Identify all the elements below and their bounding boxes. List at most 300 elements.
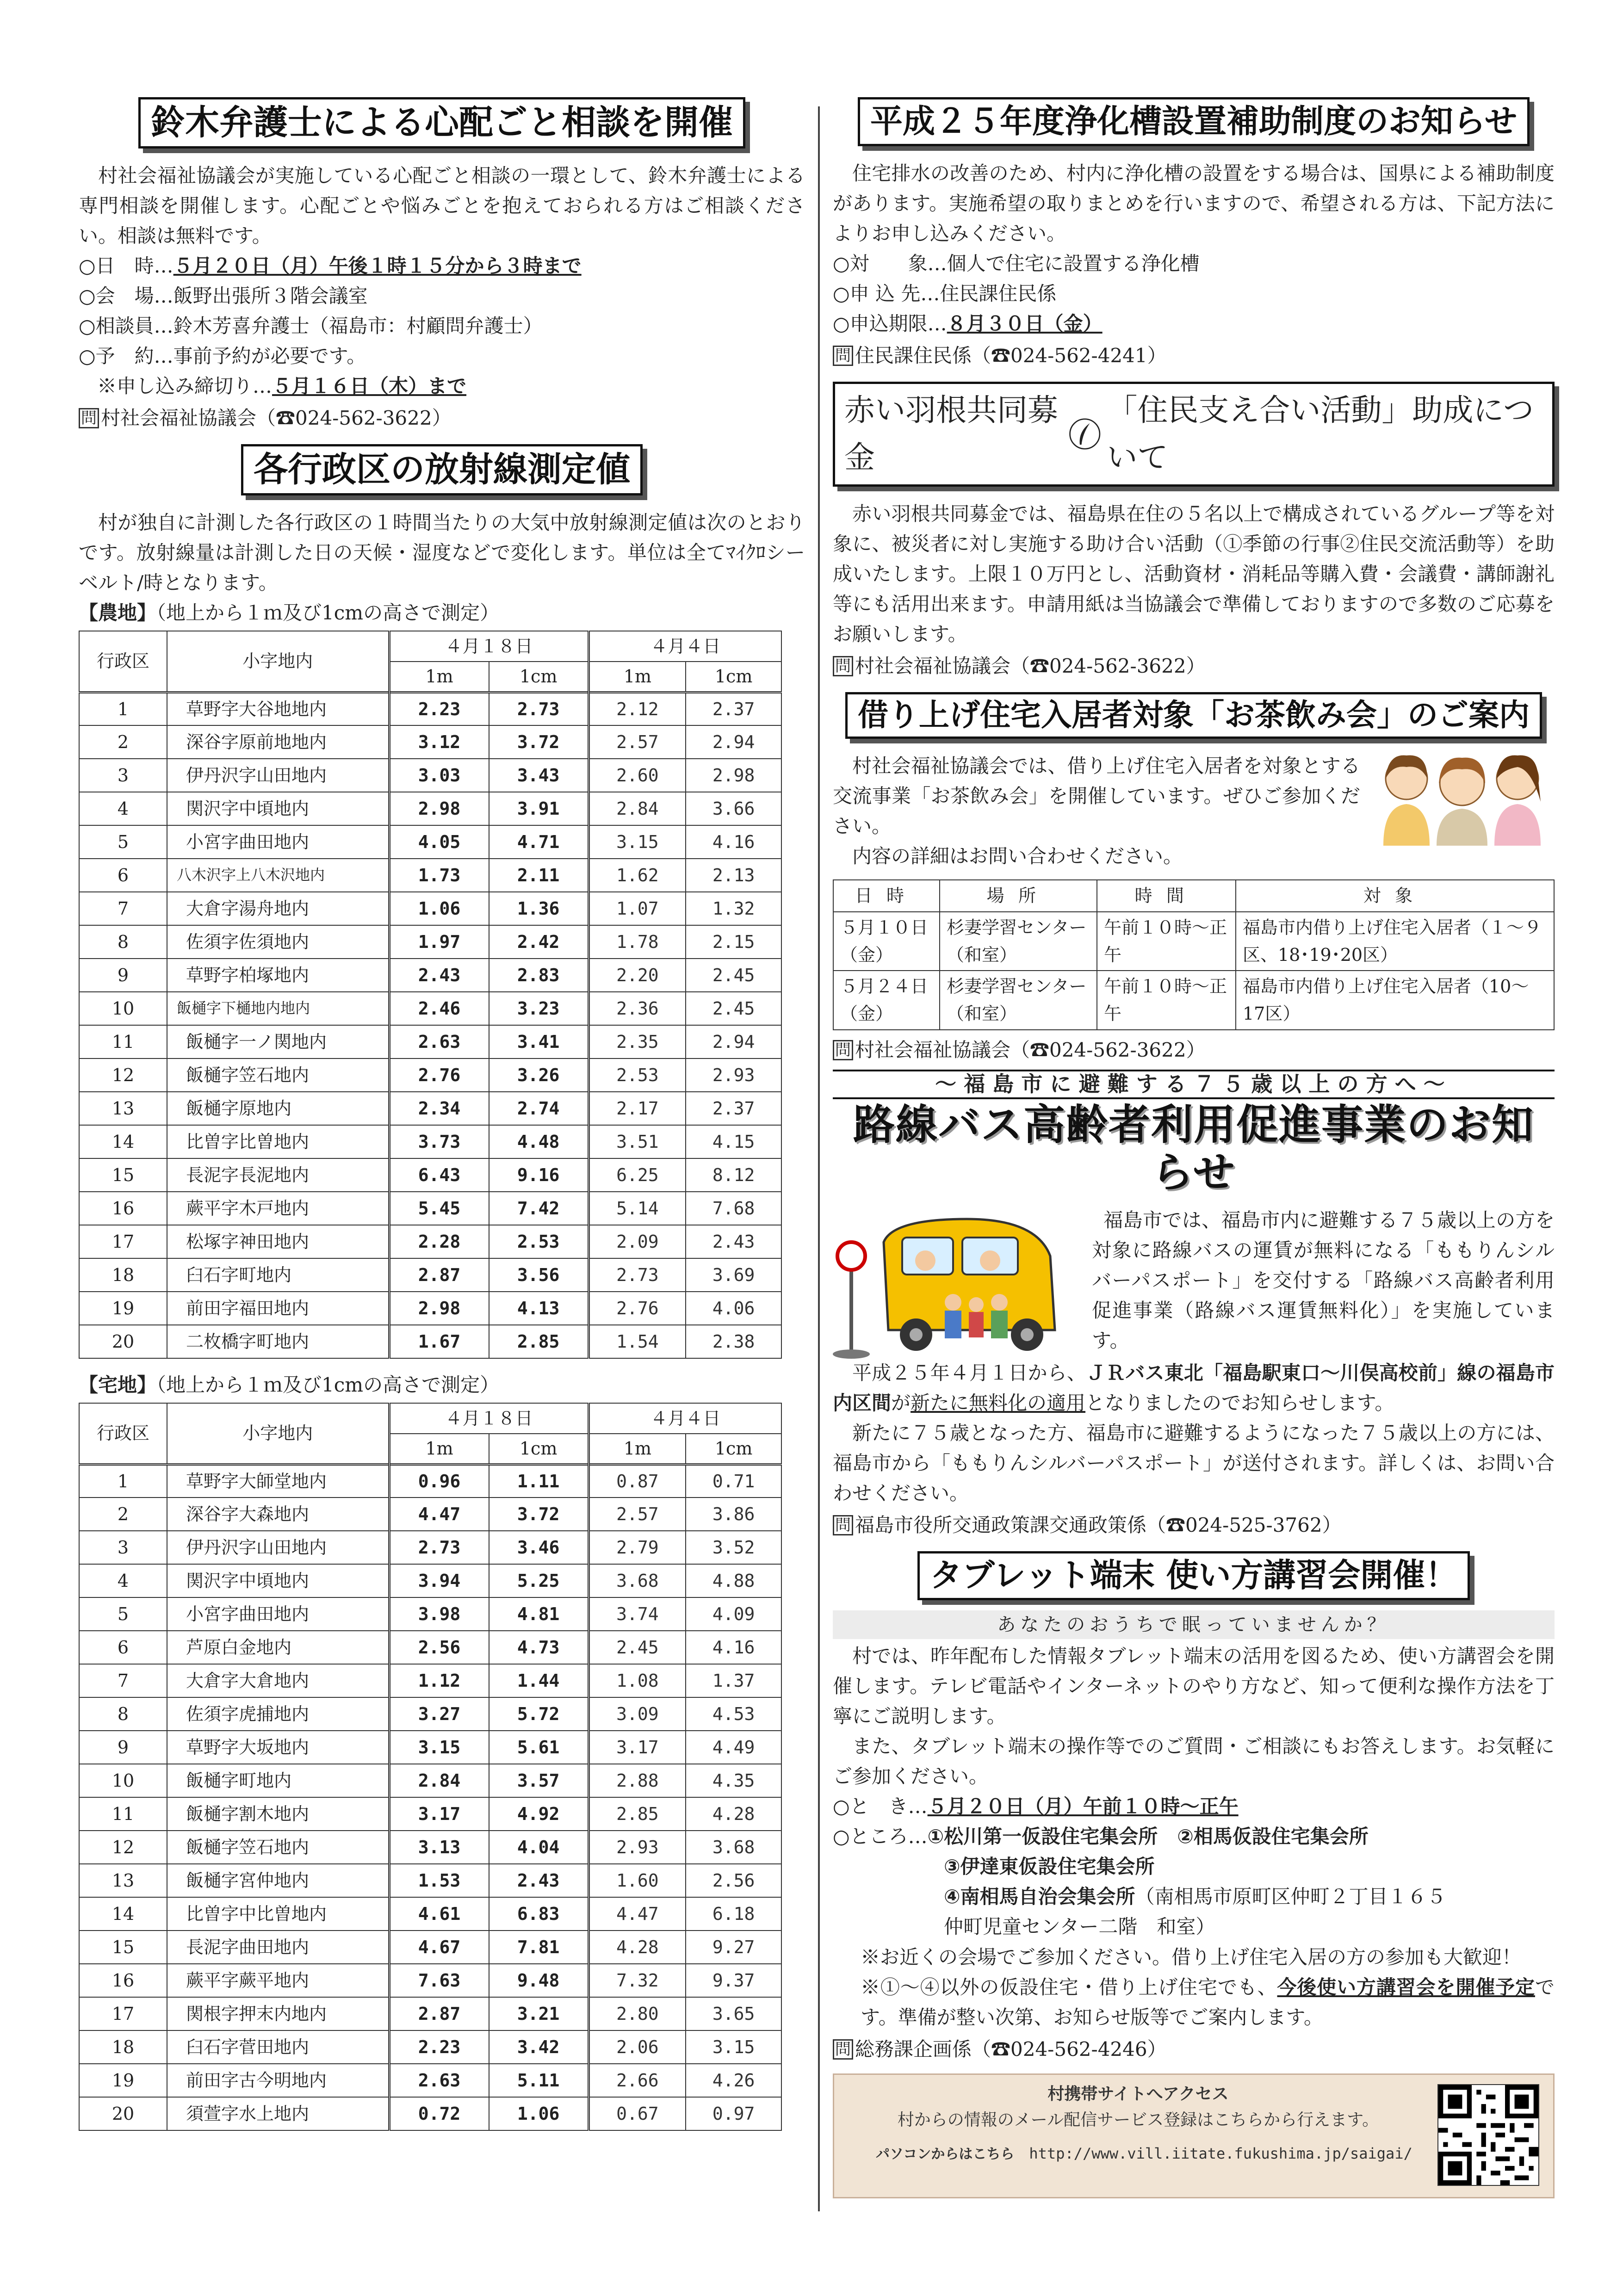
tea-party-table: 日時 場所 時間 対象 ５月１０日（金） 杉妻学習センター（和室） 午前１０時〜正午 福島市内借り上げ住宅入居者（１〜９区、18･19･20区） ５月２４日（金） 杉妻学習センター（和室） 午前１０時〜正午 福島市内借り上げ住宅入居者（10〜17区） xyxy=(833,879,1555,1030)
table-row xyxy=(79,1531,781,1564)
area-name: 二枚橋字町地内 xyxy=(167,1325,389,1358)
table-row xyxy=(79,692,781,725)
apr18-1cm: 3.23 xyxy=(489,992,589,1025)
left-column xyxy=(79,97,805,2142)
res-caption: 【宅地】（地上から１ｍ及び1cmの高さで測定） xyxy=(79,1374,500,1397)
apr4-1cm: 0.71 xyxy=(686,1464,781,1498)
inquiry-mark: 問 xyxy=(79,408,99,428)
apr18-1cm: 4.81 xyxy=(489,1597,589,1631)
apr4-1cm: 2.93 xyxy=(686,1058,781,1092)
apr4-1cm: 2.15 xyxy=(686,925,781,959)
apr4-1m: 1.07 xyxy=(588,892,686,925)
table-row xyxy=(79,759,781,792)
district-number: 3 xyxy=(79,759,167,792)
apr4-1m: 2.93 xyxy=(588,1831,686,1864)
district-number: 18 xyxy=(79,1258,167,1292)
apr18-1m: 3.15 xyxy=(389,1731,489,1764)
apr18-1m: 3.13 xyxy=(389,1831,489,1864)
apr4-1m: 0.67 xyxy=(588,2097,686,2130)
district-number: 6 xyxy=(79,1631,167,1664)
tablet-title: タブレット端末 使い方講習会開催！ xyxy=(917,1551,1470,1600)
apr4-1m: 2.12 xyxy=(588,692,686,725)
district-number: 20 xyxy=(79,2097,167,2130)
district-number: 12 xyxy=(79,1831,167,1864)
apr4-1cm: 6.18 xyxy=(686,1897,781,1931)
table-row xyxy=(79,1831,781,1864)
district-number: 8 xyxy=(79,1697,167,1731)
apr4-1m: 3.74 xyxy=(588,1597,686,1631)
apr18-1m: 3.12 xyxy=(389,725,489,759)
table-row xyxy=(79,1125,781,1158)
apr18-1m: 4.05 xyxy=(389,825,489,859)
site-url-link[interactable]: http://www.vill.iitate.fukushima.jp/saigai/ xyxy=(1029,2144,1412,2162)
district-number: 8 xyxy=(79,925,167,959)
bus-contact: 問 福島市役所交通政策課交通政策係（☎024-525-3762） xyxy=(833,1510,1555,1540)
table-row xyxy=(79,925,781,959)
area-name: 伊丹沢字山田地内 xyxy=(167,759,389,792)
district-number: 1 xyxy=(79,1464,167,1498)
apr18-1cm: 4.71 xyxy=(489,825,589,859)
lawyer-deadline: ※申し込み締切り…５月１６日（木）まで xyxy=(97,375,467,398)
apr18-1cm: 3.41 xyxy=(489,1025,589,1058)
apr4-1m: 3.15 xyxy=(588,825,686,859)
district-number: 16 xyxy=(79,1964,167,1997)
bus-title: 路線バス高齢者利用促進事業のお知らせ xyxy=(853,1100,1534,1197)
area-name: 大倉字大倉地内 xyxy=(167,1664,389,1697)
district-number: 20 xyxy=(79,1325,167,1358)
apr18-1cm: 1.06 xyxy=(489,2097,589,2130)
apr4-1cm: 7.68 xyxy=(686,1192,781,1225)
apr18-1m: 4.47 xyxy=(389,1498,489,1531)
area-name: 蕨平字蕨平地内 xyxy=(167,1964,389,1997)
apr18-1m: 2.43 xyxy=(389,959,489,992)
apr18-1m: 2.84 xyxy=(389,1764,489,1797)
apr4-1m: 2.80 xyxy=(588,1997,686,2030)
apr18-1m: 3.98 xyxy=(389,1597,489,1631)
apr4-1cm: 2.37 xyxy=(686,1092,781,1125)
area-name: 前田字福田地内 xyxy=(167,1292,389,1325)
apr18-1m: 2.98 xyxy=(389,792,489,825)
apr18-1m: 2.56 xyxy=(389,1631,489,1664)
apr18-1cm: 4.13 xyxy=(489,1292,589,1325)
farm-table-body xyxy=(79,692,781,1358)
table-row xyxy=(79,1997,781,2030)
district-number: 15 xyxy=(79,1931,167,1964)
red-feather-contact: 問 村社会福祉協議会（☎024-562-3622） xyxy=(833,651,1555,681)
apr4-1cm: 2.43 xyxy=(686,1225,781,1258)
bus-section xyxy=(833,1205,1555,1541)
apr18-1m: 2.23 xyxy=(389,2030,489,2064)
banner-sub: 村からの情報のメール配信サービス登録はこちらから行えます。 xyxy=(897,2110,1379,2129)
apr4-1cm: 2.45 xyxy=(686,959,781,992)
bus-p3: 新たに７５歳となった方、福島市に避難するようになった７５歳以上の方には、福島市から「ももりんシルバーパスポート」が送付されます。詳しくは、お問い合わせください。 xyxy=(833,1421,1555,1504)
tablet-where: ○ところ…①松川第一仮設住宅集会所 ②相馬仮設住宅集会所 xyxy=(833,1825,1369,1848)
apr4-1cm: 4.35 xyxy=(686,1764,781,1797)
district-number: 4 xyxy=(79,792,167,825)
apr4-1m: 2.57 xyxy=(588,1498,686,1531)
septic-apply: ○申 込 先…住民課住民係 xyxy=(833,282,1057,305)
banner-url-line: パソコンからはこちら http://www.vill.iitate.fukushima.jp/saigai/ xyxy=(876,2144,1412,2162)
tablet-where3: ④南相馬自治会集会所（南相馬市原町区仲町２丁目１６５ xyxy=(944,1885,1446,1908)
district-number: 13 xyxy=(79,1092,167,1125)
district-number: 11 xyxy=(79,1025,167,1058)
district-number: 2 xyxy=(79,1498,167,1531)
inquiry-mark: 問 xyxy=(833,656,853,676)
apr4-1cm: 4.06 xyxy=(686,1292,781,1325)
inquiry-mark: 問 xyxy=(833,1515,853,1535)
area-name: 佐須字佐須地内 xyxy=(167,925,389,959)
area-name: 草野字大坂地内 xyxy=(167,1731,389,1764)
red-feather-title: 赤い羽根共同募金 「住民支え合い活動」助成について xyxy=(833,382,1555,487)
district-number: 9 xyxy=(79,959,167,992)
apr4-1m: 7.32 xyxy=(588,1964,686,1997)
table-row xyxy=(79,1325,781,1358)
apr4-1cm: 1.37 xyxy=(686,1664,781,1697)
area-name: 飯樋字一ノ関地内 xyxy=(167,1025,389,1058)
apr4-1m: 2.53 xyxy=(588,1058,686,1092)
apr4-1cm: 3.86 xyxy=(686,1498,781,1531)
district-number: 1 xyxy=(79,692,167,725)
inquiry-mark: 問 xyxy=(833,346,853,366)
area-name: 飯樋字笠石地内 xyxy=(167,1058,389,1092)
apr18-1cm: 1.44 xyxy=(489,1664,589,1697)
area-name: 比曽字中比曽地内 xyxy=(167,1897,389,1931)
apr18-1cm: 3.46 xyxy=(489,1531,589,1564)
apr4-1cm: 4.53 xyxy=(686,1697,781,1731)
district-number: 7 xyxy=(79,892,167,925)
apr4-1m: 4.47 xyxy=(588,1897,686,1931)
area-name: 須萱字水上地内 xyxy=(167,2097,389,2130)
table-row xyxy=(79,1292,781,1325)
apr4-1cm: 4.26 xyxy=(686,2064,781,2097)
tablet-when: ○と き…５月２０日（月）午前１０時〜正午 xyxy=(833,1795,1239,1818)
apr18-1cm: 3.21 xyxy=(489,1997,589,2030)
apr4-1cm: 2.45 xyxy=(686,992,781,1025)
area-name: 飯樋字町地内 xyxy=(167,1764,389,1797)
table-row xyxy=(79,1631,781,1664)
women-illustration xyxy=(1374,746,1550,848)
area-name: 飯樋字下樋地内地内 xyxy=(167,992,389,1025)
apr4-1cm: 4.09 xyxy=(686,1597,781,1631)
area-name: 関根字押末内地内 xyxy=(167,1997,389,2030)
apr18-1m: 1.12 xyxy=(389,1664,489,1697)
tablet-shade-heading: あなたのおうちで眠っていませんか？ xyxy=(833,1610,1555,1639)
table-row xyxy=(79,1058,781,1092)
apr18-1cm: 2.85 xyxy=(489,1325,589,1358)
apr18-1cm: 3.72 xyxy=(489,725,589,759)
right-column xyxy=(833,97,1555,2198)
banner-title: 村携帯サイトへアクセス xyxy=(1047,2084,1229,2104)
apr18-1cm: 2.11 xyxy=(489,859,589,892)
district-number: 15 xyxy=(79,1158,167,1192)
apr4-1m: 2.76 xyxy=(588,1292,686,1325)
area-name: 飯樋字宮仲地内 xyxy=(167,1864,389,1897)
apr4-1cm: 9.27 xyxy=(686,1931,781,1964)
district-number: 16 xyxy=(79,1192,167,1225)
apr4-1cm: 3.52 xyxy=(686,1531,781,1564)
district-number: 2 xyxy=(79,725,167,759)
district-number: 17 xyxy=(79,1997,167,2030)
apr4-1m: 2.85 xyxy=(588,1797,686,1831)
apr18-1m: 3.94 xyxy=(389,1564,489,1597)
septic-title: 平成２５年度浄化槽設置補助制度のお知らせ xyxy=(858,97,1530,146)
table-row xyxy=(79,1092,781,1125)
apr4-1cm: 4.28 xyxy=(686,1797,781,1831)
radiation-title: 各行政区の放射線測定値 xyxy=(241,444,643,495)
table-row xyxy=(79,792,781,825)
apr18-1cm: 1.11 xyxy=(489,1464,589,1498)
apr18-1cm: 9.48 xyxy=(489,1964,589,1997)
apr18-1cm: 5.61 xyxy=(489,1731,589,1764)
tablet-note1: ※お近くの会場でご参加ください。借り上げ住宅入居の方の参加も大歓迎！ xyxy=(861,1945,1522,1968)
apr4-1cm: 2.94 xyxy=(686,725,781,759)
apr4-1cm: 4.49 xyxy=(686,1731,781,1764)
apr18-1m: 2.87 xyxy=(389,1258,489,1292)
table-row xyxy=(79,1664,781,1697)
apr4-1m: 1.54 xyxy=(588,1325,686,1358)
table-row xyxy=(79,1464,781,1498)
table-row xyxy=(79,892,781,925)
bus-subtitle: 〜福島市に避難する７５歳以上の方へ〜 xyxy=(833,1070,1555,1099)
table-row: ５月１０日（金） 杉妻学習センター（和室） 午前１０時〜正午 福島市内借り上げ住宅入居者（１〜９区、18･19･20区） xyxy=(833,912,1554,971)
apr4-1cm: 3.66 xyxy=(686,792,781,825)
apr4-1cm: 1.32 xyxy=(686,892,781,925)
apr4-1cm: 4.88 xyxy=(686,1564,781,1597)
district-number: 3 xyxy=(79,1531,167,1564)
apr4-1m: 2.73 xyxy=(588,1258,686,1292)
apr18-1m: 7.63 xyxy=(389,1964,489,1997)
table-row xyxy=(79,725,781,759)
apr18-1cm: 3.56 xyxy=(489,1258,589,1292)
area-name: 深谷字原前地地内 xyxy=(167,725,389,759)
farm-radiation-table: 行政区 小字地内 ４月１８日 ４月４日 1m 1cm 1m 1cm 1 草野字大谷地地内 2.23 2.73 2.12 2.37 2 深谷字原前地地内 3.12 3.72 2.57 2.94 3 伊丹沢字山田地内 3.03 3.43 2.60 2.98 4 関沢字中頃地内 2.98 3.91 2.84 3.66 5 小宮字曲田地内 4.05 4.71 3.15 4.16 6 八木沢字上八木沢地内 1.73 2.11 1.62 2.13 7 大倉字湯舟地内 1.06 1.36 1.07 1.32 8 佐須字佐須地内 1.97 2.42 1.78 2.15 9 草野字柏塚地内 2.43 2.83 2.20 2.45 10 飯樋字下樋地内地内 2.46 3.23 2.36 2.45 11 飯樋字一ノ関地内 2.63 3.41 2.35 2.94 12 飯樋字笠石地内 2.76 3.26 2.53 2.93 13 飯樋字原地内 2.34 2.74 2.17 2.37 14 比曽字比曽地内 3.73 4.48 3.51 4.15 15 長泥字長泥地内 6.43 9.16 6.25 8.12 16 蕨平字木戸地内 5.45 7.42 5.14 7.68 17 松塚字神田地内 2.28 2.53 2.09 2.43 18 臼石字町地内 2.87 3.56 2.73 3.69 19 前田字福田地内 2.98 4.13 2.76 4.06 20 二枚橋字町地内 1.67 2.85 1.54 2.38 xyxy=(79,631,782,1359)
apr18-1m: 1.97 xyxy=(389,925,489,959)
apr4-1m: 3.17 xyxy=(588,1731,686,1764)
lawyer-counselor: ○相談員…鈴木芳喜弁護士（福島市：村顧問弁護士） xyxy=(79,314,543,337)
apr4-1cm: 3.15 xyxy=(686,2030,781,2064)
apr18-1cm: 2.74 xyxy=(489,1092,589,1125)
apr18-1cm: 5.25 xyxy=(489,1564,589,1597)
apr4-1m: 2.20 xyxy=(588,959,686,992)
apr18-1m: 0.72 xyxy=(389,2097,489,2130)
table-row xyxy=(79,1225,781,1258)
apr18-1m: 3.73 xyxy=(389,1125,489,1158)
qr-code-icon[interactable] xyxy=(1437,2084,1539,2186)
area-name: 関沢字中頃地内 xyxy=(167,792,389,825)
apr4-1cm: 2.13 xyxy=(686,859,781,892)
area-name: 小宮字曲田地内 xyxy=(167,825,389,859)
apr4-1cm: 2.38 xyxy=(686,1325,781,1358)
apr18-1cm: 5.11 xyxy=(489,2064,589,2097)
area-name: 比曽字比曽地内 xyxy=(167,1125,389,1158)
radiation-intro: 村が独自に計測した各行政区の１時間当たりの大気中放射線測定値は次のとおりです。放射線量は計測した日の天候・湿度などで変化します。単位は全てﾏｲｸﾛシーベルト/時となります。 xyxy=(79,511,805,594)
bus-illustration xyxy=(833,1210,1083,1362)
table-row xyxy=(79,1797,781,1831)
apr18-1cm: 2.83 xyxy=(489,959,589,992)
apr4-1cm: 2.56 xyxy=(686,1864,781,1897)
inquiry-mark: 問 xyxy=(833,1040,853,1060)
district-number: 5 xyxy=(79,825,167,859)
farm-caption: 【農地】（地上から１ｍ及び1cmの高さで測定） xyxy=(79,601,500,625)
apr18-1m: 0.96 xyxy=(389,1464,489,1498)
res-table-body xyxy=(79,1464,781,2130)
area-name: 長泥字曲田地内 xyxy=(167,1931,389,1964)
apr4-1cm: 3.68 xyxy=(686,1831,781,1864)
apr18-1cm: 2.43 xyxy=(489,1864,589,1897)
table-row xyxy=(79,2064,781,2097)
table-row xyxy=(79,1931,781,1964)
district-number: 19 xyxy=(79,1292,167,1325)
area-name: 佐須字虎捕地内 xyxy=(167,1697,389,1731)
area-name: 芦原白金地内 xyxy=(167,1631,389,1664)
apr4-1cm: 2.94 xyxy=(686,1025,781,1058)
table-row xyxy=(79,992,781,1025)
area-name: 草野字柏塚地内 xyxy=(167,959,389,992)
table-row xyxy=(79,1192,781,1225)
apr18-1cm: 4.73 xyxy=(489,1631,589,1664)
apr4-1m: 2.57 xyxy=(588,725,686,759)
tea-party-intro: 村社会福祉協議会では、借り上げ住宅入居者を対象とする交流事業「お茶飲み会」を開催しています。ぜひご参加ください。 内容の詳細はお問い合わせください。 xyxy=(833,751,1555,876)
district-number: 11 xyxy=(79,1797,167,1831)
table-row xyxy=(79,1764,781,1797)
tablet-p1: 村では、昨年配布した情報タブレット端末の活用を図るため、使い方講習会を開催します。テレビ電話やインターネットのやり方など、知って便利な操作方法を丁寧にご説明します。 xyxy=(833,1644,1555,1727)
apr4-1m: 2.60 xyxy=(588,759,686,792)
red-feather-icon xyxy=(1068,415,1102,452)
apr4-1m: 1.78 xyxy=(588,925,686,959)
apr18-1m: 1.06 xyxy=(389,892,489,925)
apr4-1m: 1.60 xyxy=(588,1864,686,1897)
apr18-1m: 1.67 xyxy=(389,1325,489,1358)
apr18-1cm: 4.04 xyxy=(489,1831,589,1864)
table-row xyxy=(79,959,781,992)
district-number: 6 xyxy=(79,859,167,892)
apr4-1m: 2.66 xyxy=(588,2064,686,2097)
table-row xyxy=(79,1731,781,1764)
apr18-1cm: 7.42 xyxy=(489,1192,589,1225)
apr18-1m: 3.17 xyxy=(389,1797,489,1831)
area-name: 臼石字菅田地内 xyxy=(167,2030,389,2064)
apr18-1m: 5.45 xyxy=(389,1192,489,1225)
area-name: 八木沢字上八木沢地内 xyxy=(167,859,389,892)
tablet-where3-note: 仲町児童センター二階 和室） xyxy=(944,1915,1215,1938)
tea-party-title: 借り上げ住宅入居者対象「お茶飲み会」のご案内 xyxy=(845,692,1542,739)
apr18-1m: 1.53 xyxy=(389,1864,489,1897)
table-row xyxy=(79,1158,781,1192)
table-row xyxy=(79,1498,781,1531)
apr18-1m: 1.73 xyxy=(389,859,489,892)
apr18-1cm: 3.91 xyxy=(489,792,589,825)
septic-target: ○対 象…個人で住宅に設置する浄化槽 xyxy=(833,252,1200,275)
apr4-1m: 2.88 xyxy=(588,1764,686,1797)
apr4-1m: 2.35 xyxy=(588,1025,686,1058)
apr18-1m: 2.34 xyxy=(389,1092,489,1125)
mobile-site-banner xyxy=(833,2073,1555,2198)
apr18-1m: 2.87 xyxy=(389,1997,489,2030)
apr18-1m: 2.46 xyxy=(389,992,489,1025)
area-name: 草野字大師堂地内 xyxy=(167,1464,389,1498)
apr4-1cm: 3.69 xyxy=(686,1258,781,1292)
table-row xyxy=(79,859,781,892)
district-number: 19 xyxy=(79,2064,167,2097)
district-number: 14 xyxy=(79,1125,167,1158)
apr4-1cm: 4.16 xyxy=(686,1631,781,1664)
lawyer-date: ○日 時…５月２０日（月）午後１時１５分から３時まで xyxy=(79,254,582,277)
district-number: 5 xyxy=(79,1597,167,1631)
apr4-1m: 2.45 xyxy=(588,1631,686,1664)
apr18-1cm: 2.73 xyxy=(489,692,589,725)
area-name: 大倉字湯舟地内 xyxy=(167,892,389,925)
area-name: 小宮字曲田地内 xyxy=(167,1597,389,1631)
area-name: 伊丹沢字山田地内 xyxy=(167,1531,389,1564)
apr18-1m: 2.63 xyxy=(389,2064,489,2097)
table-row xyxy=(79,1864,781,1897)
district-number: 10 xyxy=(79,992,167,1025)
apr18-1m: 4.61 xyxy=(389,1897,489,1931)
table-row xyxy=(79,2030,781,2064)
apr4-1cm: 9.37 xyxy=(686,1964,781,1997)
apr18-1cm: 4.92 xyxy=(489,1797,589,1831)
apr18-1cm: 9.16 xyxy=(489,1158,589,1192)
table-row xyxy=(79,1025,781,1058)
apr18-1m: 2.63 xyxy=(389,1025,489,1058)
red-feather-body: 赤い羽根共同募金では、福島県在住の５名以上で構成されているグループ等を対象に、被災者に対し実施する助け合い活動（①季節の行事②住民交流活動等）を助成いたします。上限１０万円とし、活動資材・消耗品等購入費・会議費・講師謝礼等にも活用出来ます。申請用紙は当協議会で準備しておりますので多数のご応募をお願いします。 xyxy=(833,502,1555,646)
apr18-1cm: 6.83 xyxy=(489,1897,589,1931)
apr4-1m: 4.28 xyxy=(588,1931,686,1964)
area-name: 蕨平字木戸地内 xyxy=(167,1192,389,1225)
area-name: 関沢字中頃地内 xyxy=(167,1564,389,1597)
apr18-1cm: 4.48 xyxy=(489,1125,589,1158)
apr18-1m: 2.98 xyxy=(389,1292,489,1325)
apr18-1cm: 3.43 xyxy=(489,759,589,792)
table-row xyxy=(79,1697,781,1731)
lawyer-consult-title: 鈴木弁護士による心配ごと相談を開催 xyxy=(138,97,745,149)
apr4-1m: 3.51 xyxy=(588,1125,686,1158)
tablet-p2: また、タブレット端末の操作等でのご質問・ご相談にもお答えします。お気軽にご参加ください。 xyxy=(833,1734,1555,1788)
residential-radiation-table: 行政区 小字地内 ４月１８日 ４月４日 1m 1cm 1m 1cm 1 草野字大師堂地内 0.96 1.11 0.87 0.71 2 深谷字大森地内 4.47 3.72 2.57 3.86 3 伊丹沢字山田地内 2.73 3.46 2.79 3.52 4 関沢字中頃地内 3.94 5.25 3.68 4.88 5 小宮字曲田地内 3.98 4.81 3.74 4.09 6 芦原白金地内 2.56 4.73 2.45 4.16 7 大倉字大倉地内 1.12 1.44 1.08 1.37 8 佐須字虎捕地内 3.27 5.72 3.09 4.53 9 草野字大坂地内 3.15 5.61 3.17 4.49 10 飯樋字町地内 2.84 3.57 2.88 4.35 11 飯樋字割木地内 3.17 4.92 2.85 4.28 12 飯樋字笠石地内 3.13 4.04 2.93 3.68 13 飯樋字宮仲地内 1.53 2.43 1.60 2.56 14 比曽字中比曽地内 4.61 6.83 4.47 6.18 15 長泥字曲田地内 4.67 7.81 4.28 9.27 16 蕨平字蕨平地内 7.63 9.48 7.32 9.37 17 関根字押末内地内 2.87 3.21 2.80 3.65 18 臼石字菅田地内 2.23 3.42 2.06 3.15 19 前田字古今明地内 2.63 5.11 2.66 4.26 20 須萱字水上地内 0.72 1.06 0.67 0.97 xyxy=(79,1403,782,2131)
apr4-1m: 2.36 xyxy=(588,992,686,1025)
table-row xyxy=(79,1897,781,1931)
apr4-1m: 1.08 xyxy=(588,1664,686,1697)
tablet-note2: ※①〜④以外の仮設住宅・借り上げ住宅でも、今後使い方講習会を開催予定です。準備が整い次第、お知らせ版等でご案内します。 xyxy=(861,1975,1555,2029)
apr18-1cm: 7.81 xyxy=(489,1931,589,1964)
apr18-1cm: 5.72 xyxy=(489,1697,589,1731)
area-name: 飯樋字原地内 xyxy=(167,1092,389,1125)
apr4-1m: 2.84 xyxy=(588,792,686,825)
apr18-1cm: 3.42 xyxy=(489,2030,589,2064)
district-number: 13 xyxy=(79,1864,167,1897)
area-name: 長泥字長泥地内 xyxy=(167,1158,389,1192)
apr18-1m: 2.76 xyxy=(389,1058,489,1092)
apr18-1m: 4.67 xyxy=(389,1931,489,1964)
apr18-1cm: 3.72 xyxy=(489,1498,589,1531)
apr4-1m: 2.79 xyxy=(588,1531,686,1564)
lawyer-place: ○会 場…飯野出張所３階会議室 xyxy=(79,284,368,307)
column-divider xyxy=(818,106,820,2211)
apr18-1cm: 2.42 xyxy=(489,925,589,959)
table-row xyxy=(79,825,781,859)
apr4-1cm: 4.15 xyxy=(686,1125,781,1158)
apr4-1cm: 0.97 xyxy=(686,2097,781,2130)
district-number: 10 xyxy=(79,1764,167,1797)
apr4-1m: 2.06 xyxy=(588,2030,686,2064)
district-number: 17 xyxy=(79,1225,167,1258)
septic-period: ○申込期限…８月３０日（金） xyxy=(833,312,1103,335)
apr4-1cm: 2.37 xyxy=(686,692,781,725)
table-row xyxy=(79,1597,781,1631)
table-row xyxy=(79,1564,781,1597)
district-number: 12 xyxy=(79,1058,167,1092)
tablet-contact: 問 総務課企画係（☎024-562-4246） xyxy=(833,2034,1555,2064)
